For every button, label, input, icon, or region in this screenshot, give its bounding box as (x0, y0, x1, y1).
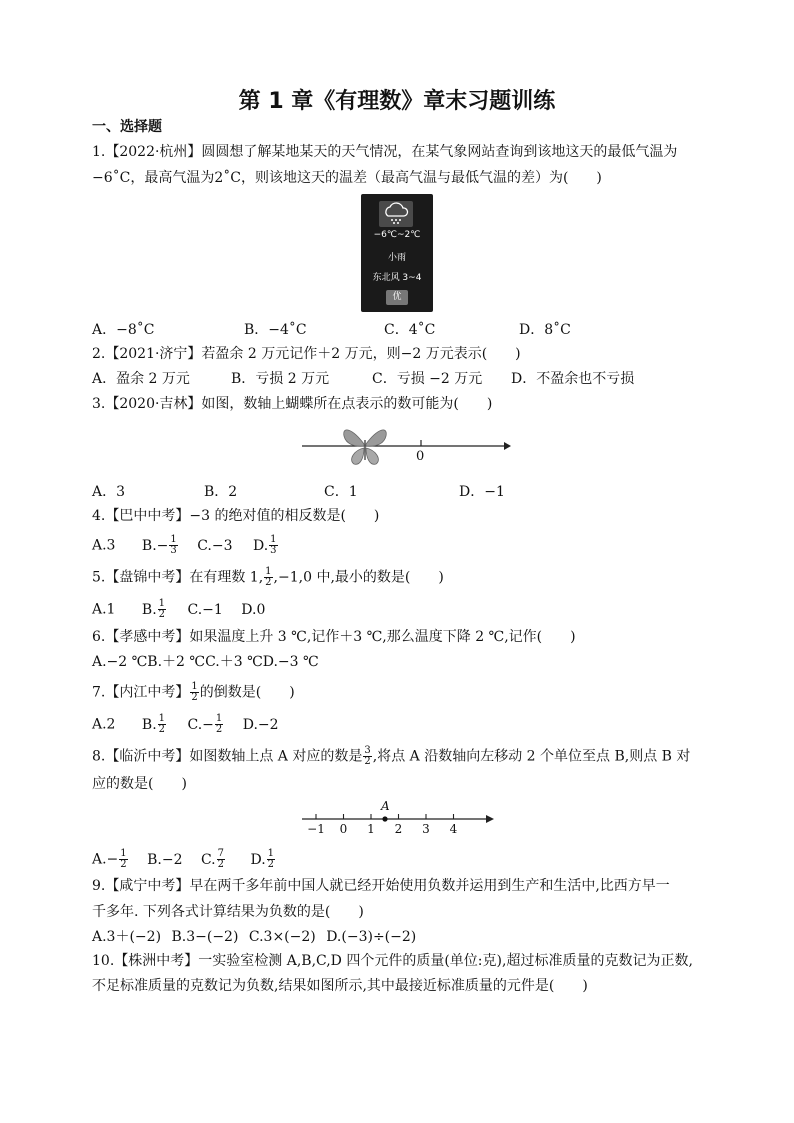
q1-option-c: C．4˚C (384, 322, 436, 338)
q8-option-d-prefix: D. (250, 851, 266, 868)
q5-option-a: A.1 (92, 601, 116, 618)
q1-text-line1: 1.【2022·杭州】圆圆想了解某地某天的天气情况，在某气象网站查询到该地这天的最低气温为 (92, 144, 678, 160)
number-line-a (300, 798, 496, 840)
q4-text: 4.【巴中中考】−3 的绝对值的相反数是( ) (92, 508, 380, 524)
weather-condition: 小雨 (387, 253, 406, 263)
q2-text: 2.【2021·济宁】若盈余 2 万元记作＋2 万元，则−2 万元表示( ) (92, 346, 521, 362)
tick-label: 2 (394, 822, 403, 836)
tick-label: 3 (422, 822, 430, 836)
q1-option-a: A．−8˚C (92, 322, 155, 338)
cloud-rain-icon (379, 201, 413, 227)
number-line-tick-labels (307, 822, 458, 836)
q6-text: 6.【孝感中考】如果温度上升 3 ℃,记作＋3 ℃,那么温度下降 2 ℃,记作( ) (92, 629, 576, 645)
q2-option-c: C．亏损 −2 万元 (372, 371, 483, 387)
q5-option-b-prefix: B. (141, 601, 157, 618)
q7-option-a: A.2 (92, 716, 116, 733)
q8-option-c-prefix: C. (200, 851, 216, 868)
q8-option-d-fraction: $\frac{1}{2}$ (267, 848, 275, 870)
q9-text-line2: 千多年. 下列各式计算结果为负数的是( ) (92, 904, 364, 920)
q4-option-b-prefix: B.− (141, 537, 169, 554)
q1-option-d: D．8˚C (519, 322, 571, 338)
weather-wind: 东北风 3~4 (372, 273, 422, 283)
q8-inline-fraction: $\frac{3}{2}$ (364, 745, 371, 767)
q2-option-a: A．盈余 2 万元 (92, 371, 190, 387)
q8-option-a-prefix: A.− (92, 851, 119, 868)
q5-option-b-fraction: $\frac{1}{2}$ (158, 598, 166, 620)
q5-option-d: D.0 (241, 601, 266, 618)
q9-option-d: D.(−3)÷(−2) (326, 929, 417, 945)
q5-text: 5.【盘锦中考】在有理数 1, $\frac{1}{2}$ ,−1,0 中,最小的数是( ) (92, 566, 444, 588)
q7-option-c-prefix: C.− (187, 716, 214, 733)
q3-option-a: A．3 (92, 484, 126, 500)
q7-inline-fraction: $\frac{1}{2}$ (191, 681, 198, 703)
q6-options: A.−2 ℃B.＋2 ℃C.＋3 ℃D.−3 ℃ (92, 654, 319, 670)
q4-options (92, 535, 279, 556)
q5-inline-fraction: $\frac{1}{2}$ (265, 566, 272, 588)
q8-options (92, 849, 276, 870)
q7-option-b-fraction: $\frac{1}{2}$ (158, 713, 166, 735)
q5-options (92, 599, 265, 620)
q1-text-line2: −6˚C，最高气温为2˚C，则该地这天的温差（最高气温与最低气温的差）为( ) (92, 170, 602, 186)
q7-option-d: D.−2 (242, 716, 279, 733)
q8-text-line2: 应的数是( ) (92, 776, 187, 792)
q7-option-b-prefix: B. (141, 716, 157, 733)
q3-option-d: D．−1 (459, 484, 505, 500)
q2-option-b: B．亏损 2 万元 (231, 371, 330, 387)
q10-text-line1: 10.【株洲中考】一实验室检测 A,B,C,D 四个元件的质量(单位:克),超过标准质量的克数记为正数, (92, 953, 693, 969)
tick-label: 4 (449, 822, 458, 836)
weather-card (361, 194, 433, 312)
q3-text: 3.【2020·吉林】如图，数轴上蝴蝶所在点表示的数可能为( ) (92, 396, 493, 412)
tick-label: 0 (339, 822, 348, 836)
q2-option-d: D．不盈余也不亏损 (511, 371, 635, 387)
q4-option-b-fraction: $\frac{1}{3}$ (170, 534, 177, 556)
weather-temp: −6℃~2℃ (373, 230, 421, 240)
q3-option-b: B．2 (204, 484, 238, 500)
section-heading: 一、选择题 (92, 119, 162, 135)
page-title: 第 1 章《有理数》章末习题训练 (238, 89, 556, 114)
butterfly-number-line (300, 420, 512, 470)
q3-axis-zero: 0 (416, 449, 425, 464)
air-quality-badge: 优 (386, 290, 408, 305)
q8-text-line1: 8.【临沂中考】如图数轴上点 A 对应的数是 $\frac{3}{2}$ ,将点 A 沿数轴向左移动 2 个单位至点 B,则点 B 对 (92, 745, 691, 767)
q8-option-a-fraction: $\frac{1}{2}$ (120, 848, 127, 870)
q4-option-a: A.3 (92, 537, 116, 554)
q1-option-b: B．−4˚C (244, 322, 307, 338)
q8-option-c-fraction: $\frac{7}{2}$ (217, 848, 225, 870)
q9-option-b: B.3−(−2) (171, 929, 239, 945)
point-a-marker (382, 816, 387, 821)
q4-option-d-fraction: $\frac{1}{3}$ (270, 534, 277, 556)
q7-options (92, 714, 279, 735)
q3-option-c: C．1 (324, 484, 358, 500)
q4-option-c: C.−3 (197, 537, 233, 554)
q9-option-a: A.3＋(−2) (92, 929, 162, 945)
q9-options (92, 928, 416, 946)
q7-text: 7.【内江中考】 $\frac{1}{2}$ 的倒数是( ) (92, 681, 295, 703)
q8-option-b: B.−2 (147, 851, 183, 868)
q9-option-c: C.3×(−2) (248, 929, 316, 945)
q5-option-c: C.−1 (187, 601, 223, 618)
tick-label: −1 (307, 822, 325, 836)
tick-label: 1 (367, 822, 375, 836)
q4-option-d-prefix: D. (252, 537, 269, 554)
q9-text-line1: 9.【咸宁中考】早在两千多年前中国人就已经开始使用负数并运用到生产和生活中,比西方早一 (92, 878, 670, 894)
q10-text-line2: 不足标准质量的克数记为负数,结果如图所示,其中最接近标准质量的元件是( ) (92, 978, 588, 994)
point-a-label: A (381, 799, 390, 813)
butterfly-icon (344, 430, 387, 464)
q7-option-c-fraction: $\frac{1}{2}$ (215, 713, 223, 735)
